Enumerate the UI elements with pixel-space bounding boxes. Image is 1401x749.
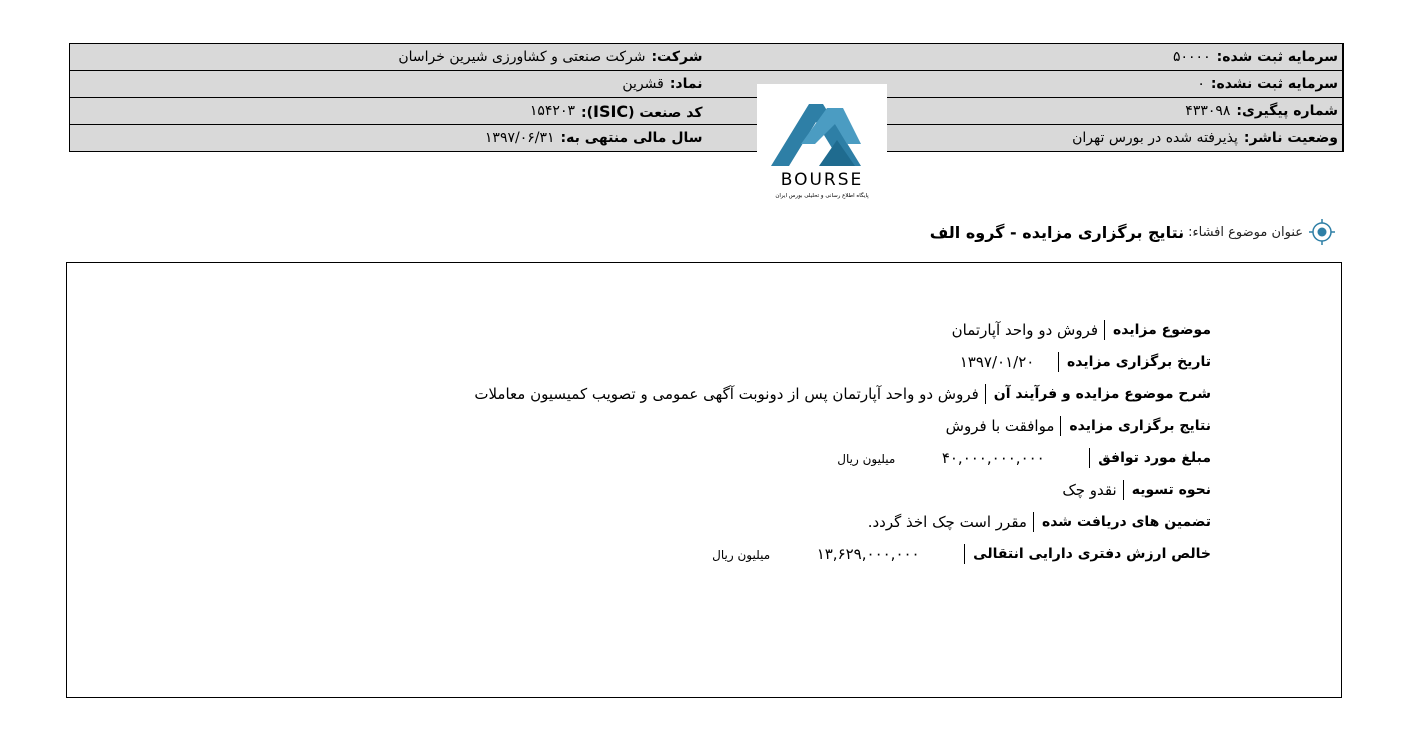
detail-label: تاریخ برگزاری مزایده <box>1058 352 1211 372</box>
company-cell <box>70 44 707 70</box>
tracking-label: شماره پیگیری: <box>1236 103 1338 119</box>
detail-value: مقرر است چک اخذ گردد. <box>867 513 1027 531</box>
detail-row-description <box>474 378 1211 410</box>
isic-label-bold: ISIC <box>592 101 629 121</box>
detail-value: موافقت با فروش <box>945 417 1055 435</box>
detail-row-book-value <box>474 538 1211 570</box>
isic-value: ۱۵۴۲۰۳ <box>529 103 575 119</box>
detail-label: موضوع مزایده <box>1104 320 1211 340</box>
registered-capital-value: ۵۰۰۰۰ <box>1172 49 1211 65</box>
bourse-logo <box>757 84 887 205</box>
detail-value: ۱۳,۶۲۹,۰۰۰,۰۰۰ <box>816 545 920 563</box>
registered-capital-label: سرمایه ثبت شده: <box>1216 49 1338 65</box>
detail-unit: میلیون ریال <box>712 548 771 562</box>
detail-value: ۱۳۹۷/۰۱/۲۰ <box>959 353 1035 371</box>
auction-details-box <box>66 262 1342 698</box>
detail-value: فروش دو واحد آپارتمان <box>951 321 1099 339</box>
bourse-logo-text: BOURSE <box>780 170 864 190</box>
disclosure-subject <box>930 219 1335 245</box>
detail-label: شرح موضوع مزایده و فرآیند آن <box>985 384 1211 404</box>
isic-label-post: ): <box>580 104 593 121</box>
detail-value: ۴۰,۰۰۰,۰۰۰,۰۰۰ <box>941 449 1045 467</box>
detail-row-results <box>474 410 1211 442</box>
fiscal-cell <box>70 125 707 151</box>
unregistered-capital-value: ۰ <box>1197 76 1205 92</box>
subject-label: عنوان موضوع افشاء: <box>1188 224 1303 240</box>
registered-capital-cell <box>707 44 1344 70</box>
detail-row-settlement <box>474 474 1211 506</box>
detail-value: نقدو چک <box>1062 481 1117 499</box>
detail-row-date <box>474 346 1211 378</box>
auction-details-list <box>474 314 1211 570</box>
bourse-logo-icon <box>757 84 887 205</box>
header-row-symbol <box>70 71 1343 98</box>
detail-unit: میلیون ریال <box>837 452 896 466</box>
company-value: شرکت صنعتی و کشاورزی شیرین خراسان <box>398 49 646 65</box>
detail-row-agreed-amount <box>474 442 1211 474</box>
isic-cell <box>70 98 707 124</box>
company-info-header <box>69 43 1344 152</box>
target-icon <box>1309 219 1335 245</box>
tracking-value: ۴۳۳۰۹۸ <box>1185 103 1231 119</box>
detail-label: نتایج برگزاری مزایده <box>1060 416 1211 436</box>
publisher-status-label: وضعیت ناشر: <box>1243 130 1338 146</box>
detail-value: فروش دو واحد آپارتمان پس از دونوبت آگهی عمومی و تصویب کمیسیون معاملات <box>474 385 979 403</box>
detail-label: خالص ارزش دفتری دارایی انتقالی <box>964 544 1211 564</box>
unregistered-capital-label: سرمایه ثبت نشده: <box>1210 76 1338 92</box>
detail-label: مبلغ مورد توافق <box>1089 448 1211 468</box>
symbol-cell <box>70 71 707 97</box>
symbol-label: نماد: <box>669 76 703 92</box>
header-row-company <box>70 44 1343 71</box>
company-label: شرکت: <box>651 49 703 65</box>
detail-label: تضمین های دریافت شده <box>1033 512 1211 532</box>
header-row-isic <box>70 98 1343 125</box>
fiscal-value: ۱۳۹۷/۰۶/۳۱ <box>484 130 555 146</box>
isic-label-pre: کد صنعت ( <box>628 104 703 121</box>
header-row-fiscal <box>70 125 1343 152</box>
fiscal-label: سال مالی منتهی به: <box>560 130 703 146</box>
detail-label: نحوه تسویه <box>1123 480 1211 500</box>
subject-title: نتایج برگزاری مزایده - گروه الف <box>929 222 1185 242</box>
detail-row-subject <box>474 314 1211 346</box>
symbol-value: قشرین <box>622 76 664 92</box>
publisher-status-value: پذیرفته شده در بورس تهران <box>1072 130 1238 146</box>
detail-row-guarantees <box>474 506 1211 538</box>
isic-label <box>581 102 703 121</box>
bourse-logo-subtext: پایگاه اطلاع رسانی و تحلیلی بورس ایران <box>775 193 869 199</box>
